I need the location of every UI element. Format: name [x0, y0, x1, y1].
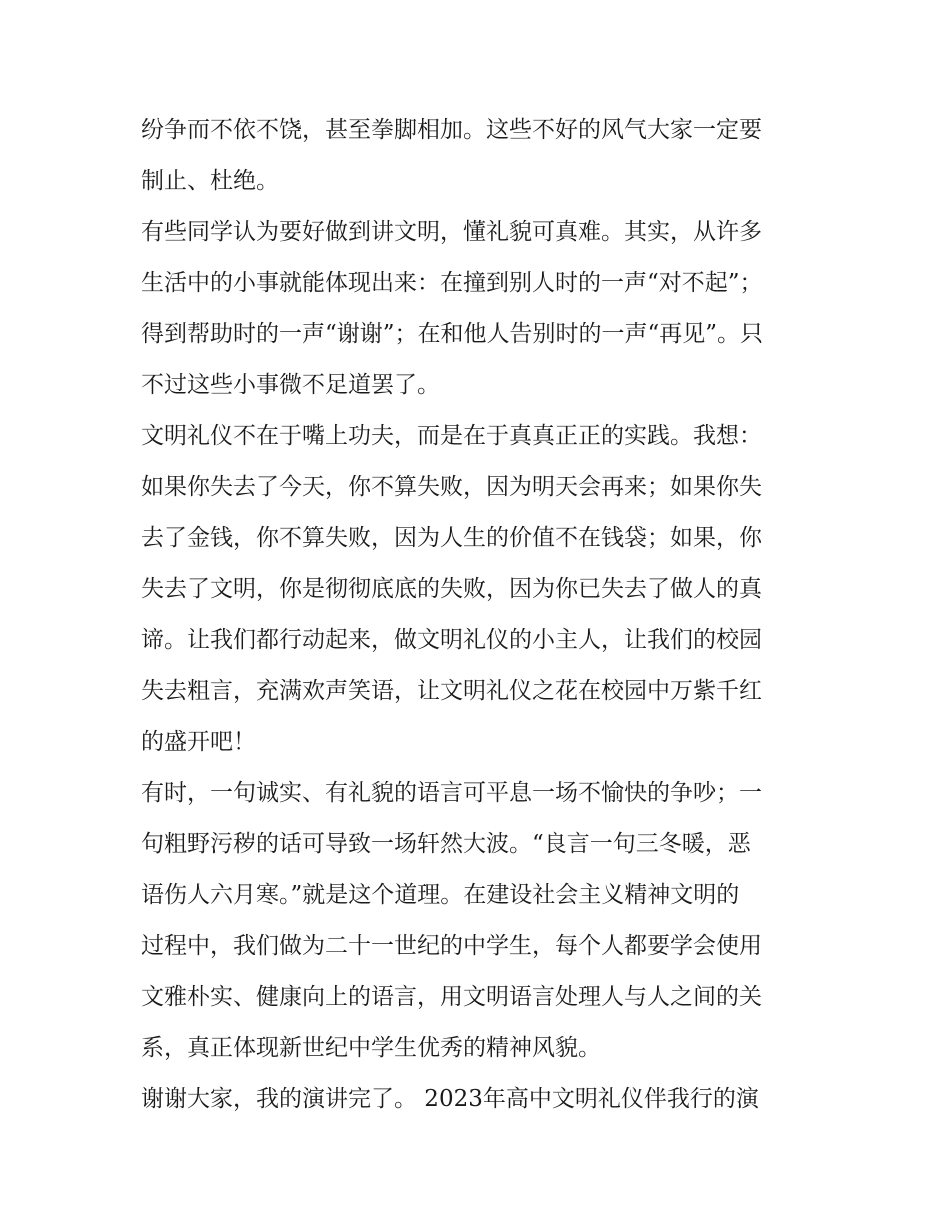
text-line: 语伤人六月寒。”就是这个道理。在建设社会主义精神文明的 — [141, 882, 740, 908]
text-line: 的盛开吧！ — [141, 729, 256, 755]
text-line: 如果你失去了今天，你不算失败，因为明天会再来；如果你失 — [141, 474, 762, 500]
text-line: 去了金钱，你不算失败，因为人生的价值不在钱袋；如果，你 — [141, 525, 762, 551]
text-line: 过程中，我们做为二十一世纪的中学生，每个人都要学会使用 — [141, 933, 762, 959]
text-line: 失去粗言，充满欢声笑语，让文明礼仪之花在校园中万紫千红 — [141, 678, 762, 704]
text-line: 文雅朴实、健康向上的语言，用文明语言处理人与人之间的关 — [141, 984, 762, 1010]
text-line: 制止、杜绝。 — [141, 168, 279, 194]
text-line: 系，真正体现新世纪中学生优秀的精神风貌。 — [141, 1035, 601, 1061]
text-line: 得到帮助时的一声“谢谢”；在和他人告别时的一声“再见”。只 — [141, 321, 764, 347]
text-line: 纷争而不依不饶，甚至拳脚相加。这些不好的风气大家一定要 — [141, 117, 762, 143]
text-line: 失去了文明，你是彻彻底底的失败，因为你已失去了做人的真 — [141, 576, 762, 602]
text-line: 谢谢大家，我的演讲完了。 2023年高中文明礼仪伴我行的演 — [141, 1086, 759, 1112]
text-line: 生活中的小事就能体现出来：在撞到别人时的一声“对不起”； — [141, 270, 763, 296]
body-text — [141, 105, 821, 1125]
text-line: 谛。让我们都行动起来，做文明礼仪的小主人，让我们的校园 — [141, 627, 762, 653]
text-line: 有时，一句诚实、有礼貌的语言可平息一场不愉快的争吵；一 — [141, 780, 762, 806]
text-line: 文明礼仪不在于嘴上功夫，而是在于真真正正的实践。我想： — [141, 423, 762, 449]
text-line: 有些同学认为要好做到讲文明，懂礼貌可真难。其实，从许多 — [141, 219, 762, 245]
text-line: 不过这些小事微不足道罢了。 — [141, 372, 440, 398]
text-line: 句粗野污秽的话可导致一场轩然大波。“良言一句三冬暖，恶 — [141, 831, 751, 857]
